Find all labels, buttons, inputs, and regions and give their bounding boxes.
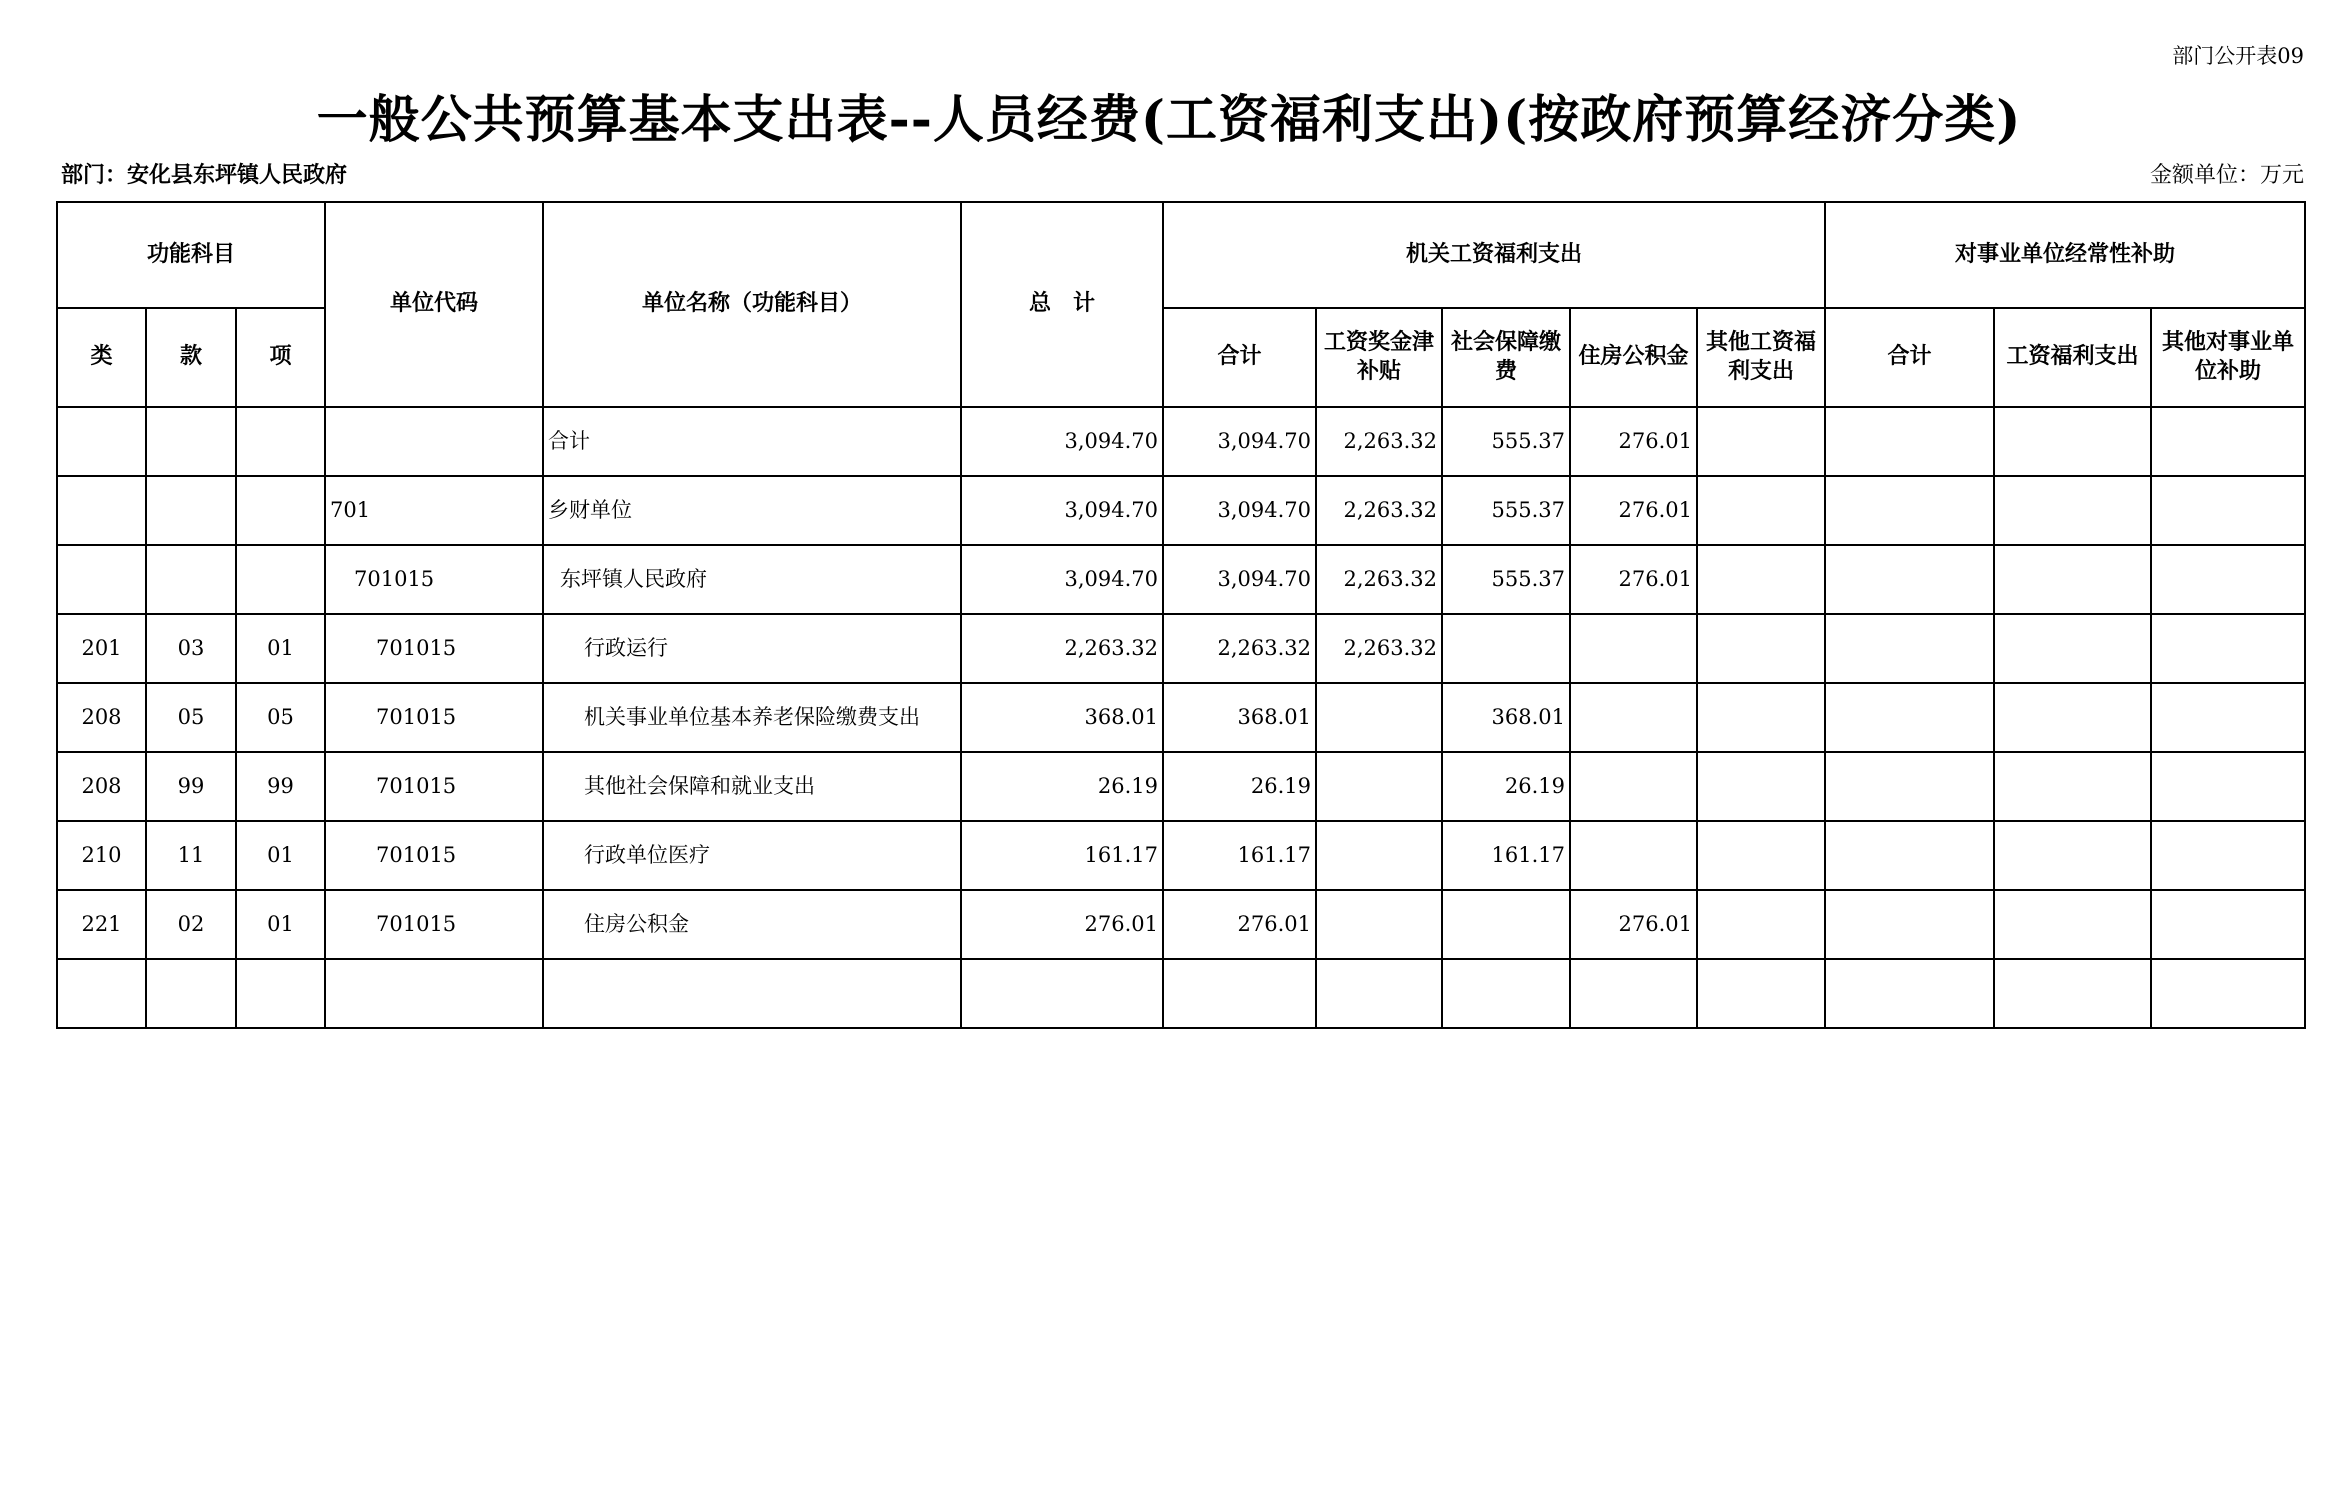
header-total: 总 计 xyxy=(961,202,1163,407)
cell-org-total: 3,094.70 xyxy=(1163,476,1316,545)
cell-org-total: 161.17 xyxy=(1163,821,1316,890)
cell-unit-code: 701015 xyxy=(325,683,543,752)
cell-kuan: 03 xyxy=(146,614,236,683)
cell-total: 3,094.70 xyxy=(961,545,1163,614)
cell-unit-code: 701015 xyxy=(325,752,543,821)
cell-unit-code: 701015 xyxy=(325,890,543,959)
cell-xiang xyxy=(236,407,325,476)
cell-xiang: 01 xyxy=(236,614,325,683)
header-org-wage: 工资奖金津补贴 xyxy=(1316,308,1442,407)
cell-sub-wage xyxy=(1994,545,2151,614)
cell-lei: 208 xyxy=(57,752,146,821)
cell-kuan xyxy=(146,545,236,614)
cell-sub-other xyxy=(2151,821,2305,890)
cell-org-wage: 2,263.32 xyxy=(1316,614,1442,683)
cell-xiang xyxy=(236,545,325,614)
cell-org-social xyxy=(1442,959,1570,1028)
cell-org-other xyxy=(1697,959,1825,1028)
cell-sub-total xyxy=(1825,476,1994,545)
cell-org-other xyxy=(1697,890,1825,959)
table-row xyxy=(57,614,2305,683)
cell-org-social: 555.37 xyxy=(1442,545,1570,614)
cell-sub-other xyxy=(2151,890,2305,959)
cell-sub-wage xyxy=(1994,959,2151,1028)
cell-kuan xyxy=(146,959,236,1028)
cell-lei: 221 xyxy=(57,890,146,959)
cell-org-wage: 2,263.32 xyxy=(1316,545,1442,614)
cell-xiang: 99 xyxy=(236,752,325,821)
cell-total: 2,263.32 xyxy=(961,614,1163,683)
cell-kuan: 05 xyxy=(146,683,236,752)
header-func-subject: 功能科目 xyxy=(57,202,325,308)
cell-unit-code: 701015 xyxy=(325,821,543,890)
cell-org-housing xyxy=(1570,614,1697,683)
cell-sub-wage xyxy=(1994,476,2151,545)
cell-xiang: 01 xyxy=(236,821,325,890)
cell-sub-total xyxy=(1825,614,1994,683)
header-unit-code: 单位代码 xyxy=(325,202,543,407)
cell-org-other xyxy=(1697,821,1825,890)
cell-org-total: 3,094.70 xyxy=(1163,545,1316,614)
cell-lei xyxy=(57,959,146,1028)
cell-kuan xyxy=(146,407,236,476)
table-row xyxy=(57,476,2305,545)
page-title: 一般公共预算基本支出表--人员经费(工资福利支出)(按政府预算经济分类) xyxy=(316,90,2022,150)
cell-sub-wage xyxy=(1994,890,2151,959)
cell-org-other xyxy=(1697,614,1825,683)
header-lei: 类 xyxy=(57,308,146,407)
cell-org-housing xyxy=(1570,959,1697,1028)
department-label: 部门：安化县东坪镇人民政府 xyxy=(61,162,348,188)
table-row xyxy=(57,821,2305,890)
cell-xiang xyxy=(236,959,325,1028)
cell-sub-total xyxy=(1825,407,1994,476)
cell-sub-other xyxy=(2151,476,2305,545)
cell-org-housing: 276.01 xyxy=(1570,407,1697,476)
table-row xyxy=(57,407,2305,476)
cell-org-other xyxy=(1697,545,1825,614)
cell-org-housing: 276.01 xyxy=(1570,890,1697,959)
cell-unit-code: 701 xyxy=(325,476,543,545)
cell-unit-name: 东坪镇人民政府 xyxy=(543,545,961,614)
cell-unit-name: 机关事业单位基本养老保险缴费支出 xyxy=(543,683,961,752)
expenditure-table xyxy=(56,201,2306,1029)
cell-org-total: 2,263.32 xyxy=(1163,614,1316,683)
cell-xiang: 01 xyxy=(236,890,325,959)
cell-unit-name: 合计 xyxy=(543,407,961,476)
cell-org-housing: 276.01 xyxy=(1570,545,1697,614)
table-row xyxy=(57,959,2305,1028)
cell-lei: 208 xyxy=(57,683,146,752)
cell-org-other xyxy=(1697,683,1825,752)
cell-unit-code: 701015 xyxy=(325,614,543,683)
table-row xyxy=(57,890,2305,959)
cell-kuan xyxy=(146,476,236,545)
cell-org-other xyxy=(1697,407,1825,476)
table-row xyxy=(57,752,2305,821)
header-org-other: 其他工资福利支出 xyxy=(1697,308,1825,407)
header-org-total: 合计 xyxy=(1163,308,1316,407)
cell-unit-code: 701015 xyxy=(325,545,543,614)
cell-total: 161.17 xyxy=(961,821,1163,890)
cell-org-wage xyxy=(1316,890,1442,959)
cell-org-other xyxy=(1697,476,1825,545)
cell-sub-wage xyxy=(1994,821,2151,890)
amount-unit-label: 金额单位：万元 xyxy=(2149,163,2304,188)
cell-org-wage: 2,263.32 xyxy=(1316,476,1442,545)
cell-xiang xyxy=(236,476,325,545)
cell-sub-total xyxy=(1825,890,1994,959)
cell-total xyxy=(961,959,1163,1028)
cell-sub-total xyxy=(1825,752,1994,821)
cell-org-housing xyxy=(1570,821,1697,890)
header-kuan: 款 xyxy=(146,308,236,407)
header-org-group: 机关工资福利支出 xyxy=(1163,202,1825,308)
cell-unit-name: 住房公积金 xyxy=(543,890,961,959)
header-org-housing: 住房公积金 xyxy=(1570,308,1697,407)
cell-sub-total xyxy=(1825,683,1994,752)
cell-org-total: 368.01 xyxy=(1163,683,1316,752)
cell-sub-wage xyxy=(1994,407,2151,476)
cell-sub-total xyxy=(1825,821,1994,890)
header-xiang: 项 xyxy=(236,308,325,407)
cell-unit-code xyxy=(325,959,543,1028)
cell-total: 3,094.70 xyxy=(961,407,1163,476)
cell-sub-wage xyxy=(1994,683,2151,752)
cell-sub-other xyxy=(2151,959,2305,1028)
header-sub-wage: 工资福利支出 xyxy=(1994,308,2151,407)
cell-org-total: 276.01 xyxy=(1163,890,1316,959)
cell-sub-total xyxy=(1825,959,1994,1028)
cell-org-social: 26.19 xyxy=(1442,752,1570,821)
cell-org-social: 555.37 xyxy=(1442,476,1570,545)
cell-sub-total xyxy=(1825,545,1994,614)
table-row xyxy=(57,683,2305,752)
header-org-social: 社会保障缴费 xyxy=(1442,308,1570,407)
cell-org-housing xyxy=(1570,683,1697,752)
cell-org-social: 555.37 xyxy=(1442,407,1570,476)
cell-org-wage xyxy=(1316,821,1442,890)
cell-kuan: 02 xyxy=(146,890,236,959)
cell-lei: 201 xyxy=(57,614,146,683)
header-unit-name: 单位名称（功能科目） xyxy=(543,202,961,407)
cell-unit-name: 乡财单位 xyxy=(543,476,961,545)
cell-lei xyxy=(57,407,146,476)
cell-org-other xyxy=(1697,752,1825,821)
cell-xiang: 05 xyxy=(236,683,325,752)
cell-org-total: 3,094.70 xyxy=(1163,407,1316,476)
cell-org-social xyxy=(1442,614,1570,683)
cell-org-social xyxy=(1442,890,1570,959)
header-sub-total: 合计 xyxy=(1825,308,1994,407)
cell-lei xyxy=(57,476,146,545)
cell-org-housing xyxy=(1570,752,1697,821)
cell-unit-name xyxy=(543,959,961,1028)
cell-sub-other xyxy=(2151,545,2305,614)
table-row xyxy=(57,545,2305,614)
cell-sub-wage xyxy=(1994,752,2151,821)
cell-sub-other xyxy=(2151,752,2305,821)
cell-org-wage xyxy=(1316,683,1442,752)
cell-kuan: 99 xyxy=(146,752,236,821)
cell-unit-name: 行政单位医疗 xyxy=(543,821,961,890)
cell-org-total: 26.19 xyxy=(1163,752,1316,821)
cell-lei xyxy=(57,545,146,614)
cell-org-social: 161.17 xyxy=(1442,821,1570,890)
cell-org-wage: 2,263.32 xyxy=(1316,407,1442,476)
cell-kuan: 11 xyxy=(146,821,236,890)
cell-lei: 210 xyxy=(57,821,146,890)
cell-org-total xyxy=(1163,959,1316,1028)
cell-org-wage xyxy=(1316,752,1442,821)
header-sub-group: 对事业单位经常性补助 xyxy=(1825,202,2305,308)
cell-unit-name: 其他社会保障和就业支出 xyxy=(543,752,961,821)
cell-org-wage xyxy=(1316,959,1442,1028)
cell-total: 26.19 xyxy=(961,752,1163,821)
cell-sub-wage xyxy=(1994,614,2151,683)
cell-org-social: 368.01 xyxy=(1442,683,1570,752)
cell-unit-code xyxy=(325,407,543,476)
cell-sub-other xyxy=(2151,683,2305,752)
cell-sub-other xyxy=(2151,614,2305,683)
header-sub-other: 其他对事业单位补助 xyxy=(2151,308,2305,407)
cell-total: 368.01 xyxy=(961,683,1163,752)
cell-sub-other xyxy=(2151,407,2305,476)
cell-total: 276.01 xyxy=(961,890,1163,959)
form-code: 部门公开表09 xyxy=(2172,44,2304,68)
cell-org-housing: 276.01 xyxy=(1570,476,1697,545)
cell-total: 3,094.70 xyxy=(961,476,1163,545)
cell-unit-name: 行政运行 xyxy=(543,614,961,683)
